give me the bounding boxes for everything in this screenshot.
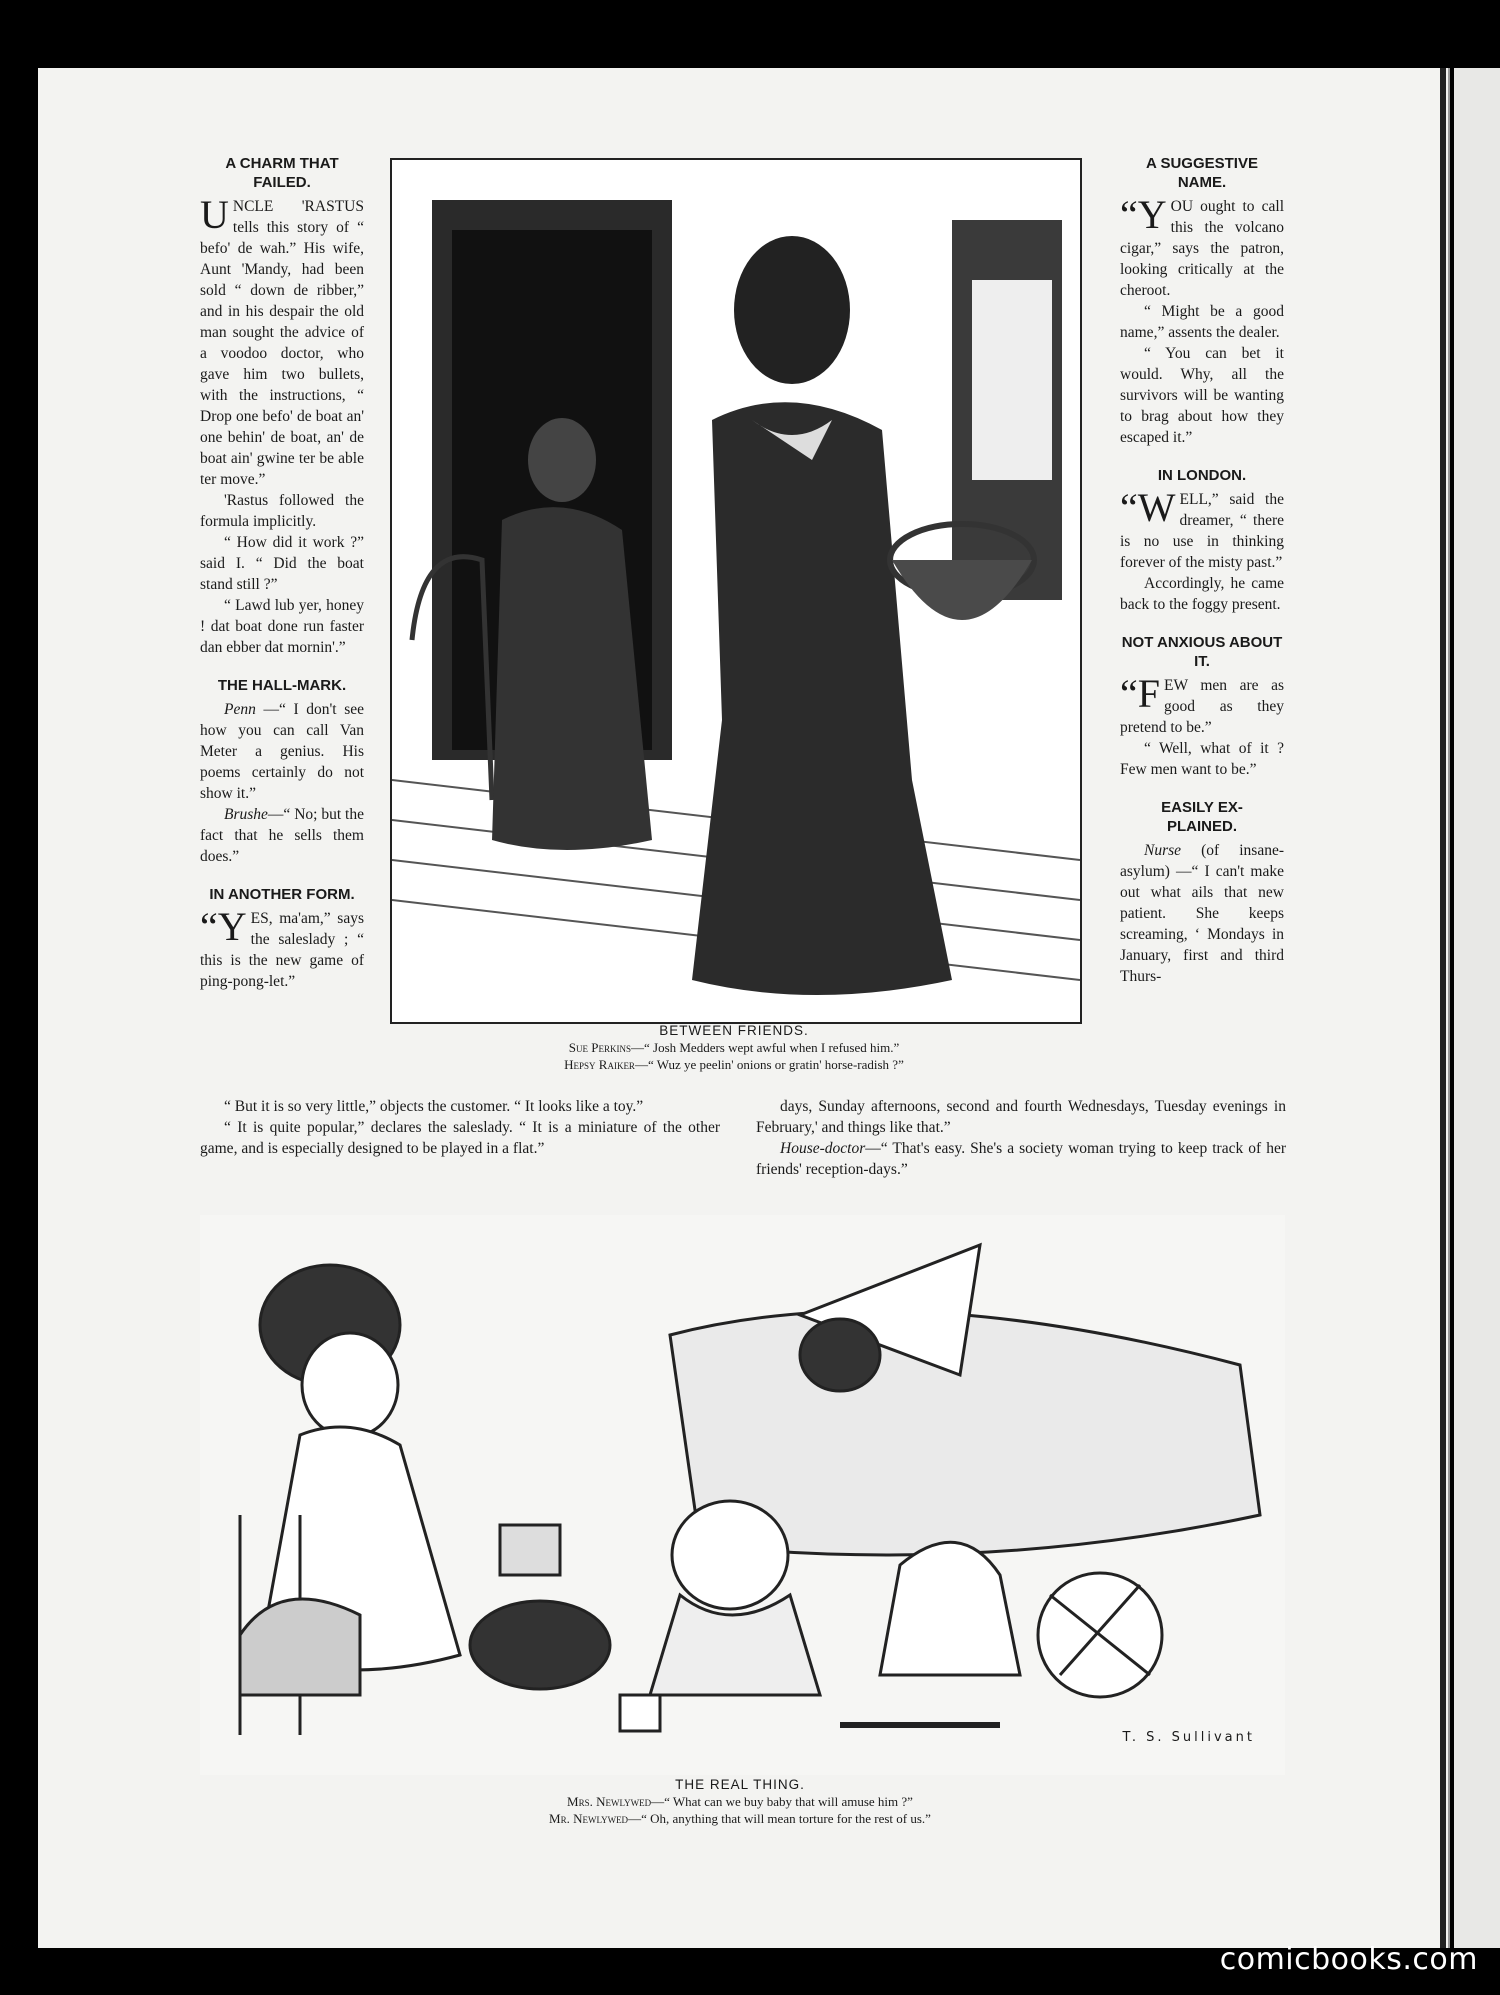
paragraph: ELL,” said the dreamer, “ there is no use in thinking forever of the misty past.” [1120, 491, 1284, 571]
speech: —“ Oh, anything that will mean torture for the rest of us.” [628, 1811, 931, 1826]
speech: —“ I don't see how you can call Van Meter a genius. His poems certainly do not show it.” [200, 701, 364, 802]
speaker: Penn [224, 701, 256, 718]
speech: (of insane-asylum) —“ I can't make out what ails that new patient. She keeps screaming, ‘ Mondays in January, first and third Thurs- [1120, 842, 1284, 985]
porch-drawing [392, 160, 1080, 1022]
paragraph: OU ought to call this the volcano cigar,” says the patron, looking critically at the cheroot. [1120, 198, 1284, 299]
speech: —“ That's easy. She's a society woman trying to keep track of her friends' reception-days.” [756, 1140, 1286, 1178]
article-title [1120, 798, 1284, 836]
title-line: PLAINED. [1166, 818, 1237, 835]
paragraph: Accordingly, he came back to the foggy present. [1120, 575, 1284, 613]
article-title: IN LONDON. [1157, 467, 1247, 484]
drop-cap: “F [1120, 671, 1160, 716]
speaker: Mr. Newlywed [549, 1811, 629, 1826]
paragraph [756, 1138, 1286, 1180]
paragraph: “ You can bet it would. Why, all the survivors will be wanting to brag about how they escaped it.” [1120, 345, 1284, 446]
article-anxious [1120, 633, 1284, 780]
article-hallmark [200, 676, 364, 867]
bottom-text-right [756, 1096, 1286, 1180]
paragraph: “ Lawd lub yer, honey ! dat boat done run faster dan ebber dat mornin'.” [200, 597, 364, 656]
left-column [200, 154, 364, 1010]
between-friends-illustration [390, 158, 1082, 1024]
article-explained [1120, 798, 1284, 987]
paragraph [200, 699, 364, 804]
paragraph: 'Rastus followed the formula implicitly. [200, 492, 364, 530]
bottom-text-left [200, 1096, 720, 1159]
real-thing-caption [300, 1776, 1180, 1827]
drop-cap: “W [1120, 485, 1176, 530]
paragraph: NCLE 'RASTUS tells this story of “ befo' de wah.” His wife, Aunt 'Mandy, had been sold “ down de ribber,” and in his despair the old man sought the advice of a voodoo doctor, who gave him two bullets, with the instructions, “ Drop one befo' de boat an' one behin' de boat, an' de boat ain' gwine ter be able ter move.” [200, 198, 364, 488]
paragraph [1120, 840, 1284, 987]
article-title: A SUGGESTIVE NAME. [1146, 155, 1258, 191]
artist-signature: T. S. Sullivant [1122, 1730, 1255, 1745]
drop-cap: “Y [200, 904, 247, 949]
drop-cap: U [200, 192, 229, 237]
article-another-form [200, 885, 364, 992]
speaker: House-doctor [780, 1140, 866, 1157]
paragraph: “ But it is so very little,” objects the customer. “ It looks like a toy.” [224, 1098, 644, 1115]
article-title: THE HALL-MARK. [217, 677, 347, 694]
real-thing-illustration [200, 1215, 1285, 1775]
speaker: Brushe [224, 806, 268, 823]
article-london [1120, 466, 1284, 615]
speech: —“ What can we buy baby that will amuse him ?” [651, 1794, 913, 1809]
article-title: IN ANOTHER FORM. [209, 886, 355, 903]
article-title: NOT ANXIOUS ABOUT IT. [1121, 634, 1283, 670]
caption-line [390, 1039, 1078, 1056]
caption-line [390, 1056, 1078, 1073]
site-watermark: comicbooks.com [1219, 1942, 1478, 1977]
between-friends-caption [390, 1022, 1078, 1073]
paragraph: “ Well, what of it ? Few men want to be.” [1120, 740, 1284, 778]
caption-line [300, 1810, 1180, 1827]
article-title: A CHARM THAT FAILED. [225, 155, 339, 191]
right-column [1120, 154, 1284, 1005]
paragraph [200, 804, 364, 867]
page-spine [1440, 68, 1446, 1948]
speech: —“ No; but the fact that he sells them does.” [200, 806, 364, 865]
paragraph: “ It is quite popular,” declares the saleslady. “ It is a miniature of the other game, and is especially designed to be played in a flat.” [200, 1119, 720, 1157]
speaker: Nurse [1144, 842, 1182, 859]
article-suggestive [1120, 154, 1284, 448]
speaker: Mrs. Newlywed [567, 1794, 652, 1809]
speech: —“ Wuz ye peelin' onions or gratin' horse-radish ?” [634, 1057, 904, 1072]
nursery-drawing [200, 1215, 1285, 1775]
paragraph: “ How did it work ?” said I. “ Did the boat stand still ?” [200, 534, 364, 593]
paragraph: days, Sunday afternoons, second and fourth Wednesdays, Tuesday evenings in February,' and things like that.” [756, 1098, 1286, 1136]
caption-line [300, 1793, 1180, 1810]
caption-title: BETWEEN FRIENDS. [659, 1023, 809, 1038]
paragraph: “ Might be a good name,” assents the dealer. [1120, 303, 1284, 341]
speaker: Sue Perkins [568, 1040, 631, 1055]
facing-page-edge [1454, 68, 1500, 1948]
speaker: Hepsy Raiker [564, 1057, 635, 1072]
paragraph: ES, ma'am,” says the saleslady ; “ this is the new game of ping-pong-let.” [200, 910, 364, 990]
drop-cap: “Y [1120, 192, 1167, 237]
article-charm [200, 154, 364, 658]
speech: —“ Josh Medders wept awful when I refused him.” [630, 1040, 900, 1055]
title-line: EASILY EX- [1161, 799, 1243, 816]
caption-title: THE REAL THING. [675, 1777, 805, 1792]
paragraph: EW men are as good as they pretend to be.” [1120, 677, 1284, 736]
